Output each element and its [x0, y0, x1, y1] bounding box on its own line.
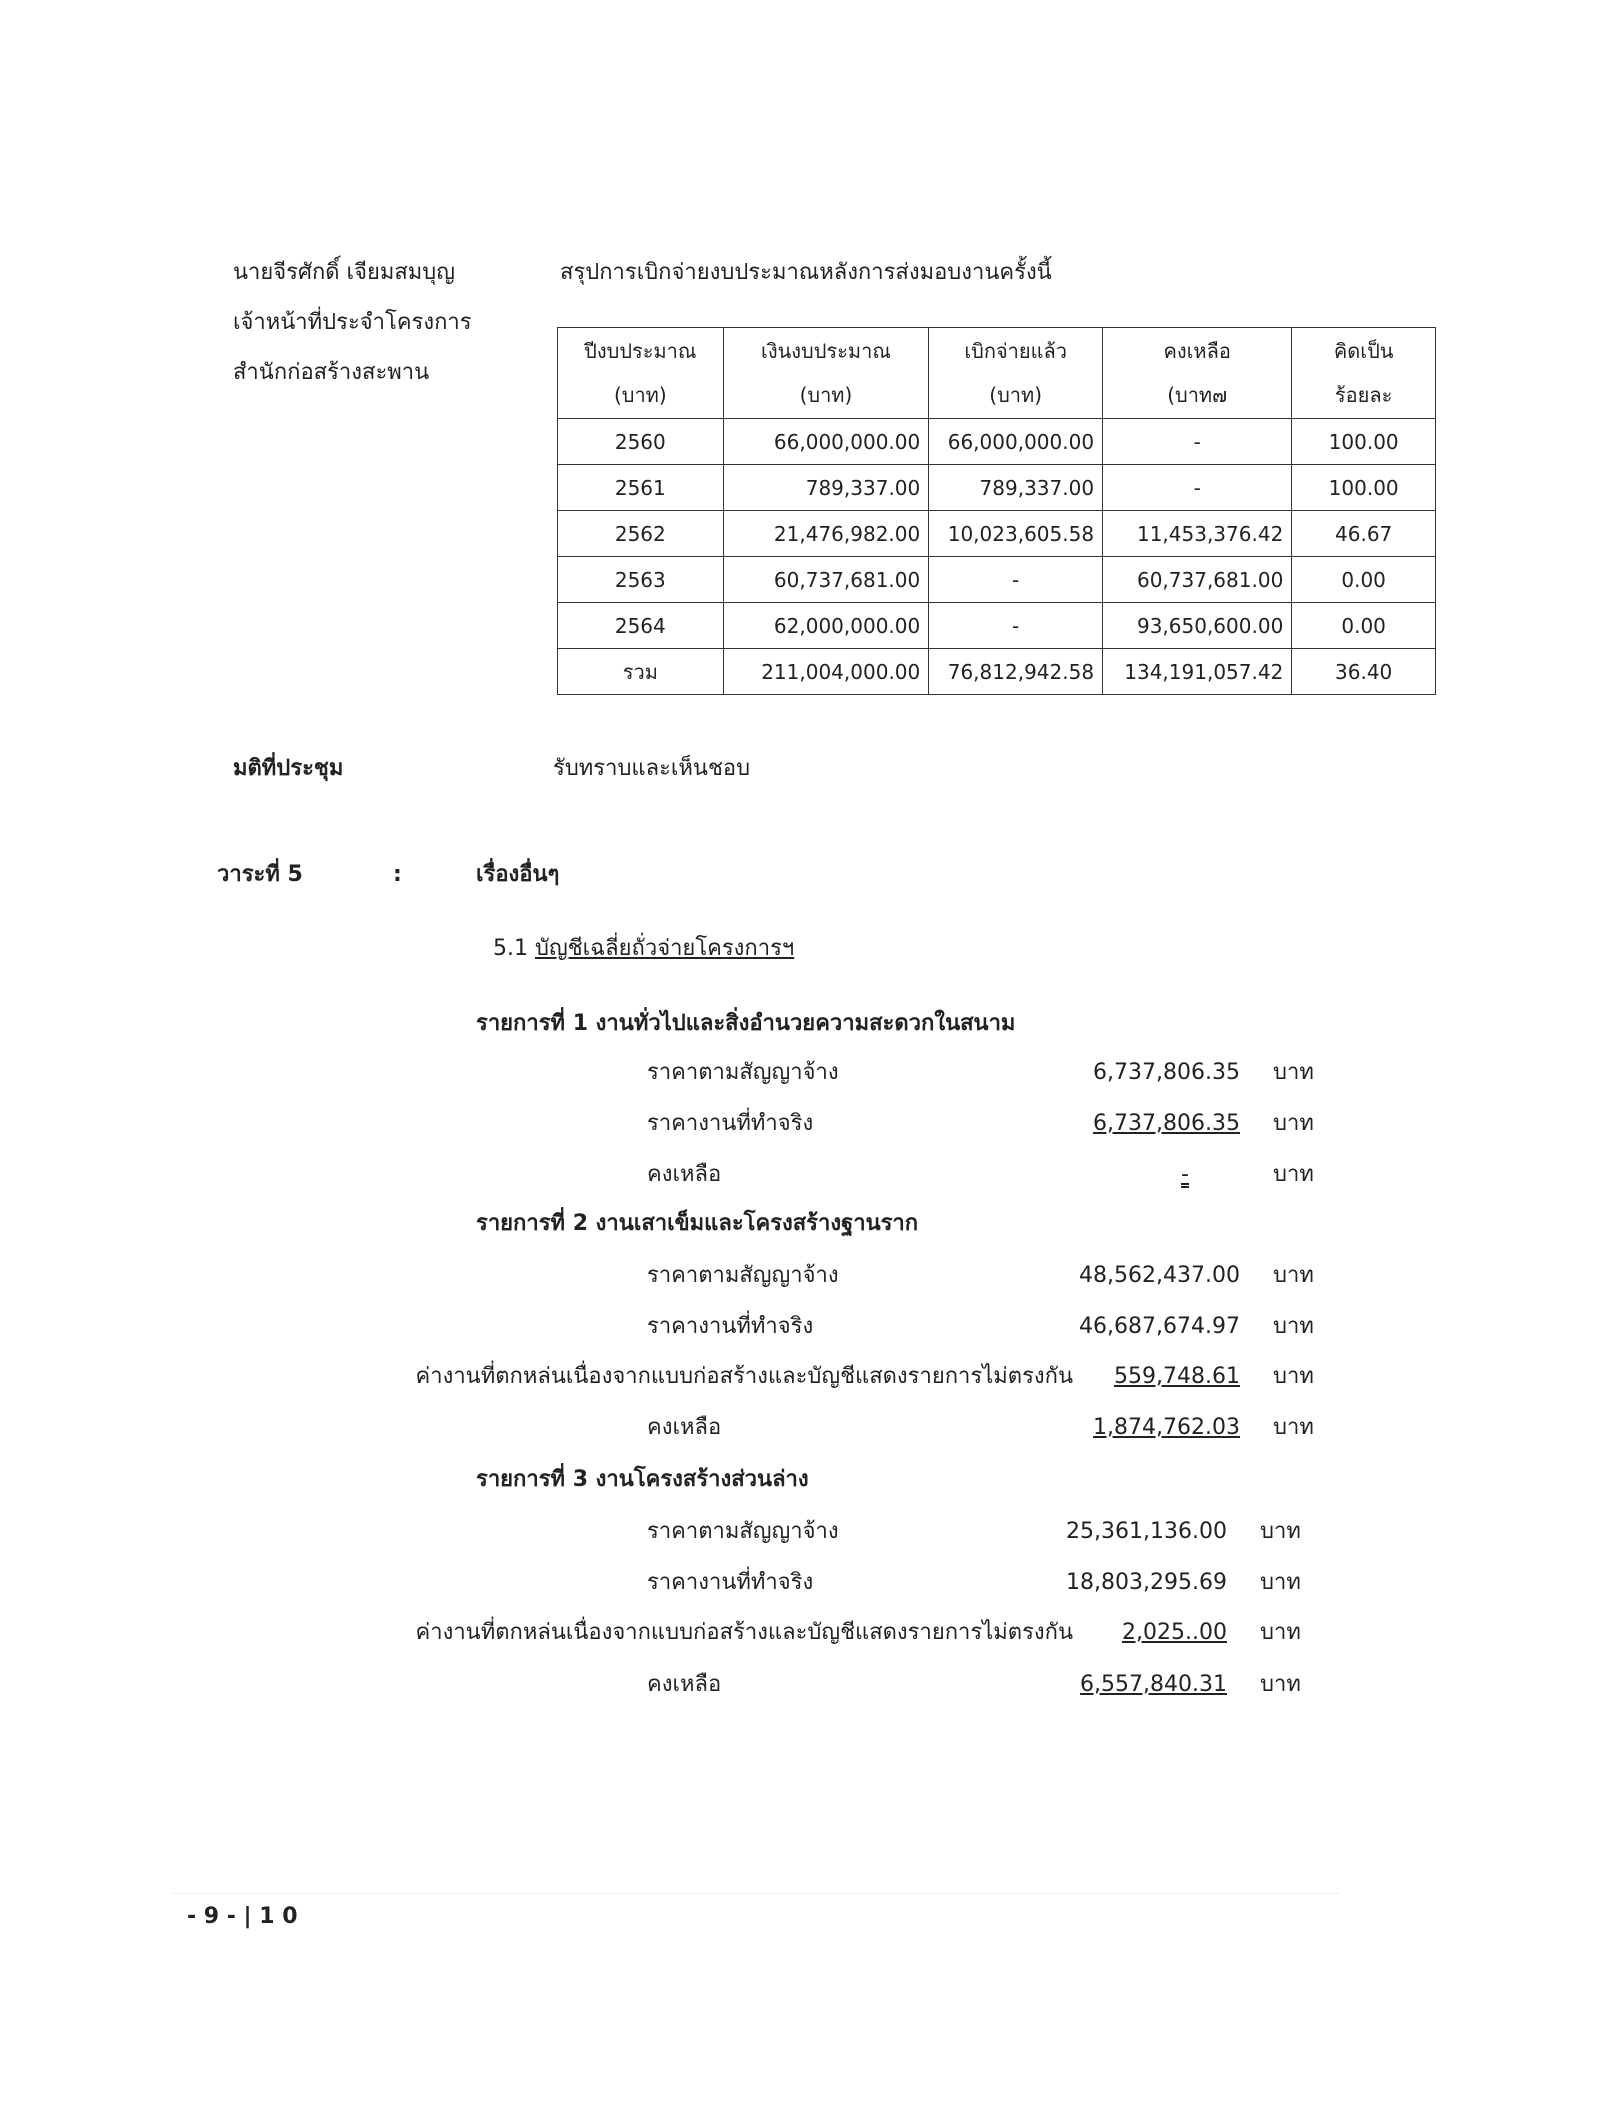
- item-actual-value: 46,687,674.97: [1079, 1314, 1240, 1339]
- item-omitted-label: ค่างานที่ตกหล่นเนื่องจากแบบก่อสร้างและบัญชีแสดงรายการไม่ตรงกัน: [415, 1364, 1073, 1389]
- item-balance-value: 1,874,762.03: [1093, 1415, 1240, 1440]
- unit-label: บาท: [1273, 1314, 1314, 1339]
- table-cell: 2563: [558, 557, 724, 603]
- item-balance-value: 6,557,840.31: [1080, 1672, 1227, 1697]
- item-contract-label: ราคาตามสัญญาจ้าง: [647, 1263, 839, 1288]
- item-contract-value: 48,562,437.00: [1079, 1263, 1240, 1288]
- page-number: - 9 - | 1 0: [187, 1904, 298, 1929]
- item-title: รายการที่ 2 งานเสาเข็มและโครงสร้างฐานราก: [476, 1211, 919, 1236]
- item-balance-label: คงเหลือ: [647, 1415, 722, 1440]
- table-cell: 2562: [558, 511, 724, 557]
- table-row: [558, 465, 1436, 511]
- table-cell: 93,650,600.00: [1103, 603, 1292, 649]
- table-cell: 60,737,681.00: [723, 557, 929, 603]
- item-actual-value: 18,803,295.69: [1066, 1570, 1227, 1595]
- table-cell: 211,004,000.00: [723, 649, 929, 695]
- table-cell: 76,812,942.58: [929, 649, 1103, 695]
- unit-label: บาท: [1273, 1111, 1314, 1136]
- table-cell: 10,023,605.58: [929, 511, 1103, 557]
- column-header: [1103, 328, 1292, 419]
- unit-label: บาท: [1260, 1620, 1301, 1645]
- table-cell: 21,476,982.00: [723, 511, 929, 557]
- footer-divider: [173, 1893, 1340, 1894]
- table-cell: 2560: [558, 419, 724, 465]
- header-line: เบิกจ่ายแล้ว: [964, 339, 1067, 363]
- table-cell: -: [929, 557, 1103, 603]
- agenda-colon: :: [393, 862, 402, 887]
- table-cell: 46.67: [1292, 511, 1436, 557]
- budget-summary-table: [557, 327, 1436, 695]
- table-cell: 789,337.00: [723, 465, 929, 511]
- signatory-position: เจ้าหน้าที่ประจำโครงการ: [233, 310, 472, 335]
- table-cell: 60,737,681.00: [1103, 557, 1292, 603]
- section-number: 5.1: [493, 936, 528, 961]
- item-actual-label: ราคางานที่ทำจริง: [647, 1111, 814, 1136]
- header-line: (บาท): [613, 383, 667, 407]
- item-actual-label: ราคางานที่ทำจริง: [647, 1570, 814, 1595]
- item-omitted-value: 559,748.61: [1114, 1364, 1240, 1389]
- header-line: เงินงบประมาณ: [761, 339, 891, 363]
- item-omitted-label: ค่างานที่ตกหล่นเนื่องจากแบบก่อสร้างและบัญชีแสดงรายการไม่ตรงกัน: [415, 1620, 1073, 1645]
- signatory-office: สำนักก่อสร้างสะพาน: [233, 360, 430, 385]
- agenda-label: วาระที่ 5: [217, 862, 303, 887]
- header-line: ร้อยละ: [1334, 383, 1393, 407]
- table-cell: 0.00: [1292, 557, 1436, 603]
- item-contract-label: ราคาตามสัญญาจ้าง: [647, 1519, 839, 1544]
- signatory-name: นายจีรศักดิ์ เจียมสมบุญ: [233, 260, 455, 285]
- table-cell: รวม: [558, 649, 724, 695]
- header-line: (บาท): [989, 383, 1043, 407]
- item-title: รายการที่ 1 งานทั่วไปและสิ่งอำนวยความสะดวกในสนาม: [476, 1011, 1016, 1036]
- column-header: [723, 328, 929, 419]
- table-cell: 0.00: [1292, 603, 1436, 649]
- unit-label: บาท: [1260, 1570, 1301, 1595]
- item-balance-label: คงเหลือ: [647, 1162, 722, 1187]
- table-cell: 66,000,000.00: [929, 419, 1103, 465]
- unit-label: บาท: [1260, 1519, 1301, 1544]
- table-row: [558, 511, 1436, 557]
- table-cell: -: [1103, 419, 1292, 465]
- item-contract-value: 6,737,806.35: [1093, 1060, 1240, 1085]
- table-cell: 66,000,000.00: [723, 419, 929, 465]
- header-line: (บาท): [799, 383, 853, 407]
- header-line: ปีงบประมาณ: [584, 339, 697, 363]
- table-row: [558, 649, 1436, 695]
- agenda-title: เรื่องอื่นๆ: [476, 862, 560, 887]
- unit-label: บาท: [1273, 1263, 1314, 1288]
- table-cell: 62,000,000.00: [723, 603, 929, 649]
- table-row: [558, 557, 1436, 603]
- item-title: รายการที่ 3 งานโครงสร้างส่วนล่าง: [476, 1467, 809, 1492]
- item-contract-value: 25,361,136.00: [1066, 1519, 1227, 1544]
- unit-label: บาท: [1273, 1364, 1314, 1389]
- unit-label: บาท: [1273, 1415, 1314, 1440]
- header-line: (บาท๗: [1167, 383, 1228, 407]
- table-cell: 2561: [558, 465, 724, 511]
- summary-title: สรุปการเบิกจ่ายงบประมาณหลังการส่งมอบงานครั้งนี้: [560, 260, 1052, 285]
- unit-label: บาท: [1273, 1060, 1314, 1085]
- table-row: [558, 419, 1436, 465]
- table-row: [558, 603, 1436, 649]
- column-header: [929, 328, 1103, 419]
- table-cell: 36.40: [1292, 649, 1436, 695]
- table-cell: -: [929, 603, 1103, 649]
- table-cell: 11,453,376.42: [1103, 511, 1292, 557]
- table-cell: 134,191,057.42: [1103, 649, 1292, 695]
- header-line: คิดเป็น: [1333, 339, 1394, 363]
- table-cell: -: [1103, 465, 1292, 511]
- section-heading: [493, 938, 794, 960]
- table-cell: 100.00: [1292, 419, 1436, 465]
- table-header-row: [558, 328, 1436, 419]
- item-balance-label: คงเหลือ: [647, 1672, 722, 1697]
- resolution-text: รับทราบและเห็นชอบ: [553, 756, 751, 781]
- column-header: [1292, 328, 1436, 419]
- header-line: คงเหลือ: [1163, 339, 1231, 363]
- table-cell: 100.00: [1292, 465, 1436, 511]
- section-title: บัญชีเฉลี่ยถั่วจ่ายโครงการฯ: [535, 936, 795, 961]
- column-header: [558, 328, 724, 419]
- resolution-label: มติที่ประชุม: [233, 756, 344, 781]
- item-omitted-value: 2,025..00: [1122, 1620, 1227, 1645]
- table-cell: 2564: [558, 603, 724, 649]
- item-balance-value: -: [1181, 1162, 1189, 1187]
- unit-label: บาท: [1260, 1672, 1301, 1697]
- item-actual-value: 6,737,806.35: [1093, 1111, 1240, 1136]
- item-actual-label: ราคางานที่ทำจริง: [647, 1314, 814, 1339]
- table-cell: 789,337.00: [929, 465, 1103, 511]
- unit-label: บาท: [1273, 1162, 1314, 1187]
- item-contract-label: ราคาตามสัญญาจ้าง: [647, 1060, 839, 1085]
